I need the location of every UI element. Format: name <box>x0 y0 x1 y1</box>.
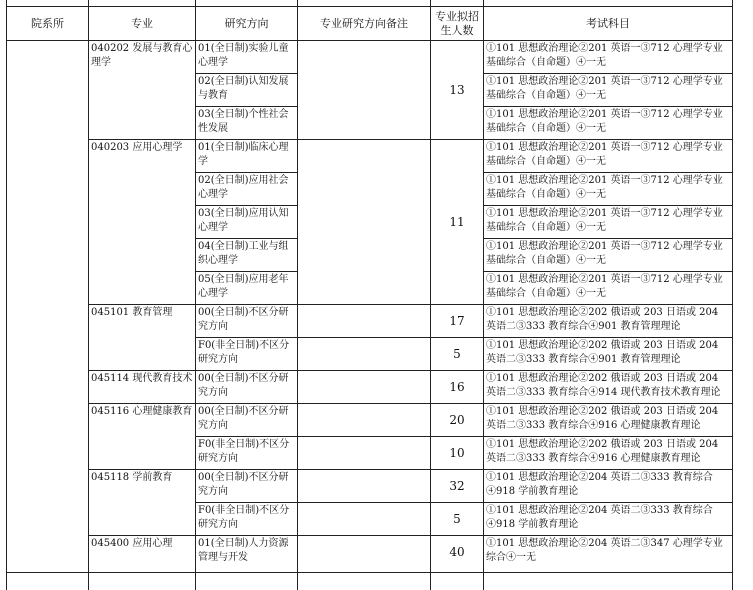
header-department: 院系所 <box>31 16 64 30</box>
major-cell: 040203 应用心理学 <box>91 142 183 153</box>
exam-cell: ①101 思想政治理论②201 英语一③712 心理学专业基础综合（自命题）④一无 <box>486 142 723 167</box>
direction-cell: 04(全日制)工业与组织心理学 <box>198 241 289 266</box>
quota-cell: 13 <box>449 83 465 97</box>
direction-cell: 02(全日制)应用社会心理学 <box>198 175 289 200</box>
quota-cell: 40 <box>449 545 465 559</box>
direction-cell: 05(全日制)应用老年心理学 <box>198 274 289 299</box>
direction-cell: F0(非全日制)不区分研究方向 <box>198 505 290 530</box>
major-cell: 045116 心理健康教育 <box>91 406 193 417</box>
quota-cell: 10 <box>449 446 465 460</box>
exam-cell: ①101 思想政治理论②202 俄语或 203 日语或 204 英语二③333 教育综合④916 心理健康教育理论 <box>486 439 719 464</box>
direction-cell: 03(全日制)应用认知心理学 <box>198 208 289 233</box>
quota-cell: 20 <box>449 413 465 427</box>
quota-cell: 5 <box>453 512 461 526</box>
quota-cell: 32 <box>449 479 465 493</box>
exam-cell: ①101 思想政治理论②201 英语一③712 心理学专业基础综合（自命题）④一无 <box>486 208 723 233</box>
major-cell: 045118 学前教育 <box>91 472 173 483</box>
major-cell: 045400 应用心理 <box>91 538 173 549</box>
exam-cell: ①101 思想政治理论②201 英语一③712 心理学专业基础综合（自命题）④一无 <box>486 43 723 68</box>
quota-cell: 5 <box>453 347 461 361</box>
direction-cell: 01(全日制)人力资源管理与开发 <box>198 538 289 563</box>
major-cell: 045101 教育管理 <box>91 307 173 318</box>
header-exam: 考试科目 <box>586 16 630 30</box>
header-major: 专业 <box>131 16 153 30</box>
exam-cell: ①101 思想政治理论②202 俄语或 203 日语或 204 英语二③333 教育综合④914 现代教育技术教育理论 <box>486 373 721 398</box>
direction-cell: 01(全日制)临床心理学 <box>198 142 289 167</box>
exam-cell: ①101 思想政治理论②201 英语一③712 心理学专业基础综合（自命题）④一无 <box>486 241 723 266</box>
exam-cell: ①101 思想政治理论②201 英语一③712 心理学专业基础综合（自命题）④一无 <box>486 109 723 134</box>
header-remark: 专业研究方向备注 <box>320 16 408 30</box>
exam-cell: ①101 思想政治理论②202 俄语或 203 日语或 204 英语二③333 教育综合④901 教育管理理论 <box>486 307 719 332</box>
exam-cell: ①101 思想政治理论②201 英语一③712 心理学专业基础综合（自命题）④一无 <box>486 175 723 200</box>
exam-cell: ①101 思想政治理论②204 英语二③333 教育综合④918 学前教育理论 <box>486 505 713 530</box>
direction-cell: F0(非全日制)不区分研究方向 <box>198 340 290 365</box>
direction-cell: 00(全日制)不区分研究方向 <box>198 472 289 497</box>
direction-cell: 00(全日制)不区分研究方向 <box>198 406 289 431</box>
direction-cell: F0(非全日制)不区分研究方向 <box>198 439 290 464</box>
major-cell: 045114 现代教育技术 <box>91 373 193 384</box>
exam-cell: ①101 思想政治理论②202 俄语或 203 日语或 204 英语二③333 教育综合④901 教育管理理论 <box>486 340 719 365</box>
exam-cell: ①101 思想政治理论②201 英语一③712 心理学专业基础综合（自命题）④一无 <box>486 274 723 299</box>
direction-cell: 00(全日制)不区分研究方向 <box>198 373 289 398</box>
direction-cell: 00(全日制)不区分研究方向 <box>198 307 289 332</box>
exam-cell: ①101 思想政治理论②201 英语一③712 心理学专业基础综合（自命题）④一无 <box>486 76 723 101</box>
quota-cell: 11 <box>449 215 465 229</box>
header-direction: 研究方向 <box>224 16 269 30</box>
quota-cell: 17 <box>449 314 465 328</box>
exam-cell: ①101 思想政治理论②204 英语二③333 教育综合④918 学前教育理论 <box>486 472 713 497</box>
direction-cell: 02(全日制)认知发展与教育 <box>198 76 289 101</box>
direction-cell: 03(全日制)个性社会性发展 <box>198 109 289 134</box>
quota-cell: 16 <box>449 380 465 394</box>
major-cell: 040202 发展与教育心理学 <box>91 43 193 68</box>
header-quota: 专业拟招生人数 <box>435 9 479 37</box>
exam-cell: ①101 思想政治理论②204 英语二③347 心理学专业综合④一无 <box>486 538 723 563</box>
direction-cell: 01(全日制)实验儿童心理学 <box>198 43 289 68</box>
exam-cell: ①101 思想政治理论②202 俄语或 203 日语或 204 英语二③333 教育综合④916 心理健康教育理论 <box>486 406 719 431</box>
